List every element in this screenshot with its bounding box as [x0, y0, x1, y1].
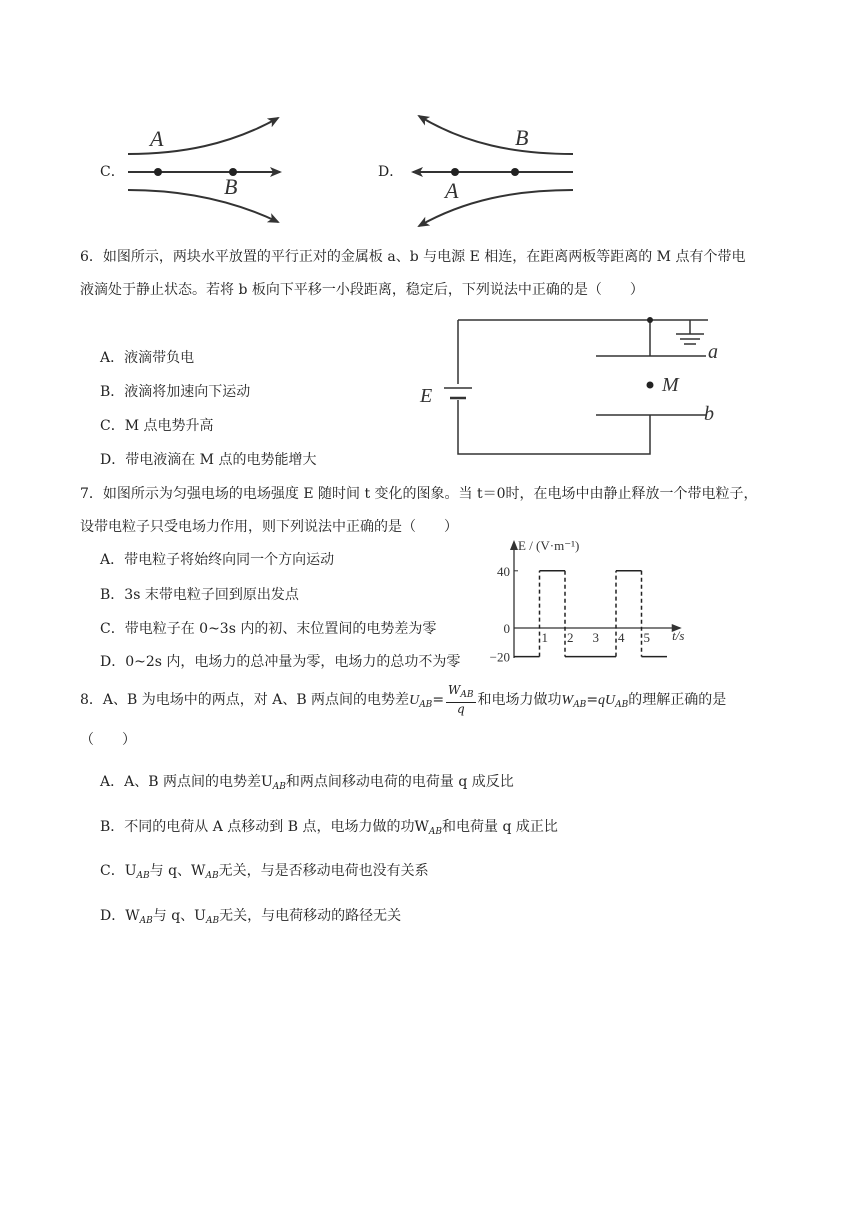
q7-stem-line2: 设带电粒子只受电场力作用，则下列说法中正确的是（ ）	[80, 519, 458, 535]
label-B: B	[224, 174, 238, 199]
plate-a-label: a	[708, 341, 718, 363]
label-A: A	[150, 126, 164, 151]
q8-stem-pre: 8．A、B 为电场中的两点，对 A、B 两点间的电势差	[80, 692, 410, 708]
x-tick-label: 1	[541, 630, 548, 645]
q6-stem-line2: 液滴处于静止状态。若将 b 板向下平移一小段距离，稳定后，下列说法中正确的是（ ）	[80, 282, 644, 298]
point-a-dot	[451, 168, 459, 176]
q7-option-b: B．3s 末带电粒子回到原出发点	[100, 587, 299, 603]
x-axis-label: t/s	[672, 628, 685, 643]
q6-option-b: B．液滴将加速向下运动	[100, 384, 251, 400]
x-tick-label: 3	[592, 630, 599, 645]
plate-b-label: b	[704, 403, 714, 425]
y-axis-label: E / (V·m⁻¹)	[518, 538, 580, 553]
x-tick-label: 2	[567, 630, 574, 645]
voltage-fraction: $\frac{W_{AB}}{q}$	[448, 683, 474, 716]
q6-option-c: C．M 点电势升高	[100, 418, 214, 434]
q7-option-c: C．带电粒子在 0~3s 内的初、末位置间的电势差为零	[100, 621, 437, 637]
q6-option-d: D．带电液滴在 M 点的电势能增大	[100, 452, 317, 468]
q6-option-a: A．液滴带负电	[100, 350, 195, 366]
x-tick-label: 5	[643, 630, 650, 645]
label-A: A	[445, 178, 459, 203]
q8-option-b: B．不同的电荷从 A 点移动到 B 点，电场力做的功$W_{AB}$和电荷量 q 成正比	[100, 819, 558, 837]
y-axis-arrow	[510, 540, 518, 550]
ground-icon	[676, 334, 704, 344]
x-tick-label: 4	[618, 630, 625, 645]
label-B: B	[515, 125, 529, 150]
field-lines-figure-c	[120, 110, 290, 230]
q8-stem-post: 的理解正确的是	[628, 692, 727, 708]
y-tick-label: −20	[489, 649, 510, 665]
q7-stem-line1: 7．如图所示为匀强电场的电场强度 E 随时间 t 变化的图象。当 t＝0时，在电场中由静止释放一个带电粒子，	[80, 486, 758, 502]
q8-option-d: D．$W_{AB}$与 q、$U_{AB}$无关，与电荷移动的路径无关	[100, 908, 402, 926]
lower-field-line	[128, 190, 278, 222]
point-b-dot	[511, 168, 519, 176]
capacitor-circuit-diagram	[410, 312, 740, 462]
e-t-chart	[486, 538, 706, 670]
y-tick-label: 40	[497, 563, 510, 579]
q8-answer-paren: （ ）	[80, 732, 136, 748]
option-c-label: C．	[100, 164, 125, 180]
q8-option-c: C．$U_{AB}$与 q、$W_{AB}$无关，与是否移动电荷也没有关系	[100, 863, 429, 881]
field-lines-figure-d	[405, 108, 580, 232]
option-d-label: D．	[378, 164, 404, 180]
q8-stem: 8．A、B 为电场中的两点，对 A、B 两点间的电势差$U_{AB}=$ $\frac{W_{AB}}{q}$ 和电场力做功$W_{AB}=qU_{AB}$的理解正确的是	[80, 683, 727, 716]
q8-stem-mid: 和电场力做功	[477, 692, 562, 708]
junction-dot	[647, 317, 653, 323]
y-tick-label: 0	[503, 621, 510, 636]
q7-option-d: D．0~2s 内，电场力的总冲量为零，电场力的总功不为零	[100, 654, 461, 670]
point-a-dot	[154, 168, 162, 176]
q7-option-a: A．带电粒子将始终向同一个方向运动	[100, 552, 335, 568]
point-m-dot	[647, 382, 654, 389]
q8-option-a: A．A、B 两点间的电势差$U_{AB}$和两点间移动电荷的电荷量 q 成反比	[100, 774, 514, 792]
upper-field-line	[419, 116, 573, 154]
q6-stem-line1: 6．如图所示，两块水平放置的平行正对的金属板 a、b 与电源 E 相连，在距离两板等距离的 M 点有个带电	[80, 249, 746, 265]
source-label: E	[420, 385, 433, 407]
lower-field-line	[419, 190, 573, 226]
point-m-label: M	[662, 374, 679, 396]
